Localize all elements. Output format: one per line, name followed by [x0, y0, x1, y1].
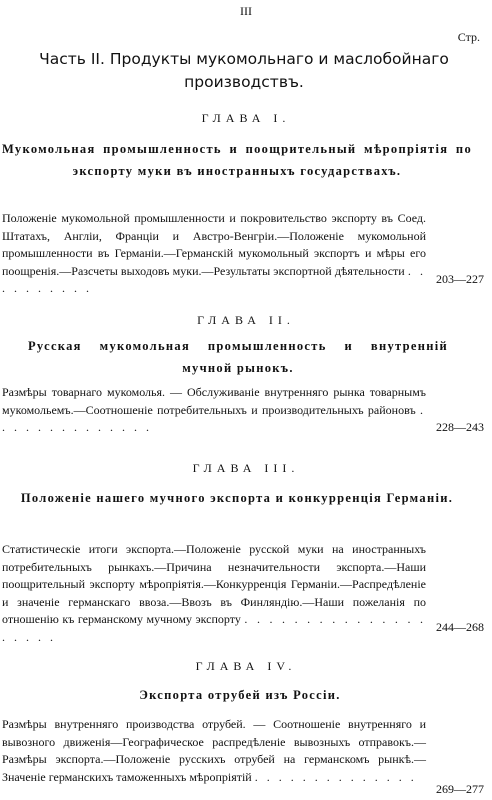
chapter-summary-text: Размѣры внутренняго производства отрубей. — Соотношеніе внутренняго и вывозного движенія—Географическое распредѣленіе вывозныхъ отправокъ.—Размѣры экспорта.—Положеніе русскихъ отрубей на германскомъ рынкѣ.—Значеніе германскихъ таможенныхъ мѣропріятій [2, 717, 426, 784]
chapter-heading: ГЛАВА IV. [195, 659, 297, 673]
part-title: Часть II. Продукты мукомольнаго и маслобойнаго производствъ. [39, 50, 449, 91]
chapter-summary [2, 210, 426, 298]
chapter-summary-text: Положеніе мукомольной промышленности и покровительство экспорту въ Соед. Штатахъ, Англіи, Франціи и Австро-Венгріи.—Положеніе мукомольной промышленности въ Германіи.—Германскій мукомольный экспортъ и мѣры его поощренія.—Разсчеты выходовъ муки.—Результаты экспортной дѣятельности [2, 211, 426, 278]
chapter-pages: 228—243 [436, 420, 484, 434]
chapter-summary [2, 384, 426, 437]
chapter-pages: 269—277 [436, 782, 484, 796]
chapter-heading: ГЛАВА II. [197, 313, 295, 327]
chapter-title: Положеніе нашего мучного экспорта и конкурренція Германіи. [20, 491, 454, 505]
chapter-summary [2, 541, 426, 646]
page-number: III [240, 4, 252, 18]
dot-leader: . . . . . . . . . . . . . . [2, 402, 426, 434]
chapter-title: Русская мукомольная промышленность и внутренній мучной рынокъ. [28, 339, 448, 375]
chapter-title: Мукомольная промышленность и поощрительный мѣропріятія по экспорту муки въ иностранныхъ государствахъ. [2, 142, 472, 178]
dot-leader: . . . . . . . . . . . . . . [254, 769, 417, 784]
pages-column-label: Стр. [457, 30, 480, 44]
chapter-pages: 203—227 [436, 272, 484, 286]
chapter-summary-text: Размѣры товарнаго мукомолья. — Обслуживаніе внутренняго рынка товарнымъ мукомольемъ.—Соотношеніе потребительныхъ и производительныхъ районовъ [2, 385, 426, 417]
chapter-heading: ГЛАВА I. [201, 111, 291, 125]
chapter-pages: 244—268 [436, 620, 484, 634]
chapter-heading: ГЛАВА III. [192, 461, 300, 475]
chapter-summary [2, 716, 426, 786]
chapter-summary-text: Статистическіе итоги экспорта.—Положеніе русской муки на иностранныхъ потребительныхъ рынкахъ.—Причина незначительности экспорта.—Наши поощрительный экспорту мѣропріятія.—Конкурренція Германіи.—Распредѣленіе и значеніе германскаго ввоза.—Ввозъ въ Финляндію.—Наши пожеланія по отношенію къ германскому мучному экспорту [2, 542, 426, 626]
chapter-title: Экспорта отрубей изъ Россіи. [139, 688, 341, 702]
dot-leader: . . . . . . . . . . [2, 263, 427, 295]
dot-leader: . . . . . . . . . . . . . . . . . . . . [2, 612, 427, 644]
